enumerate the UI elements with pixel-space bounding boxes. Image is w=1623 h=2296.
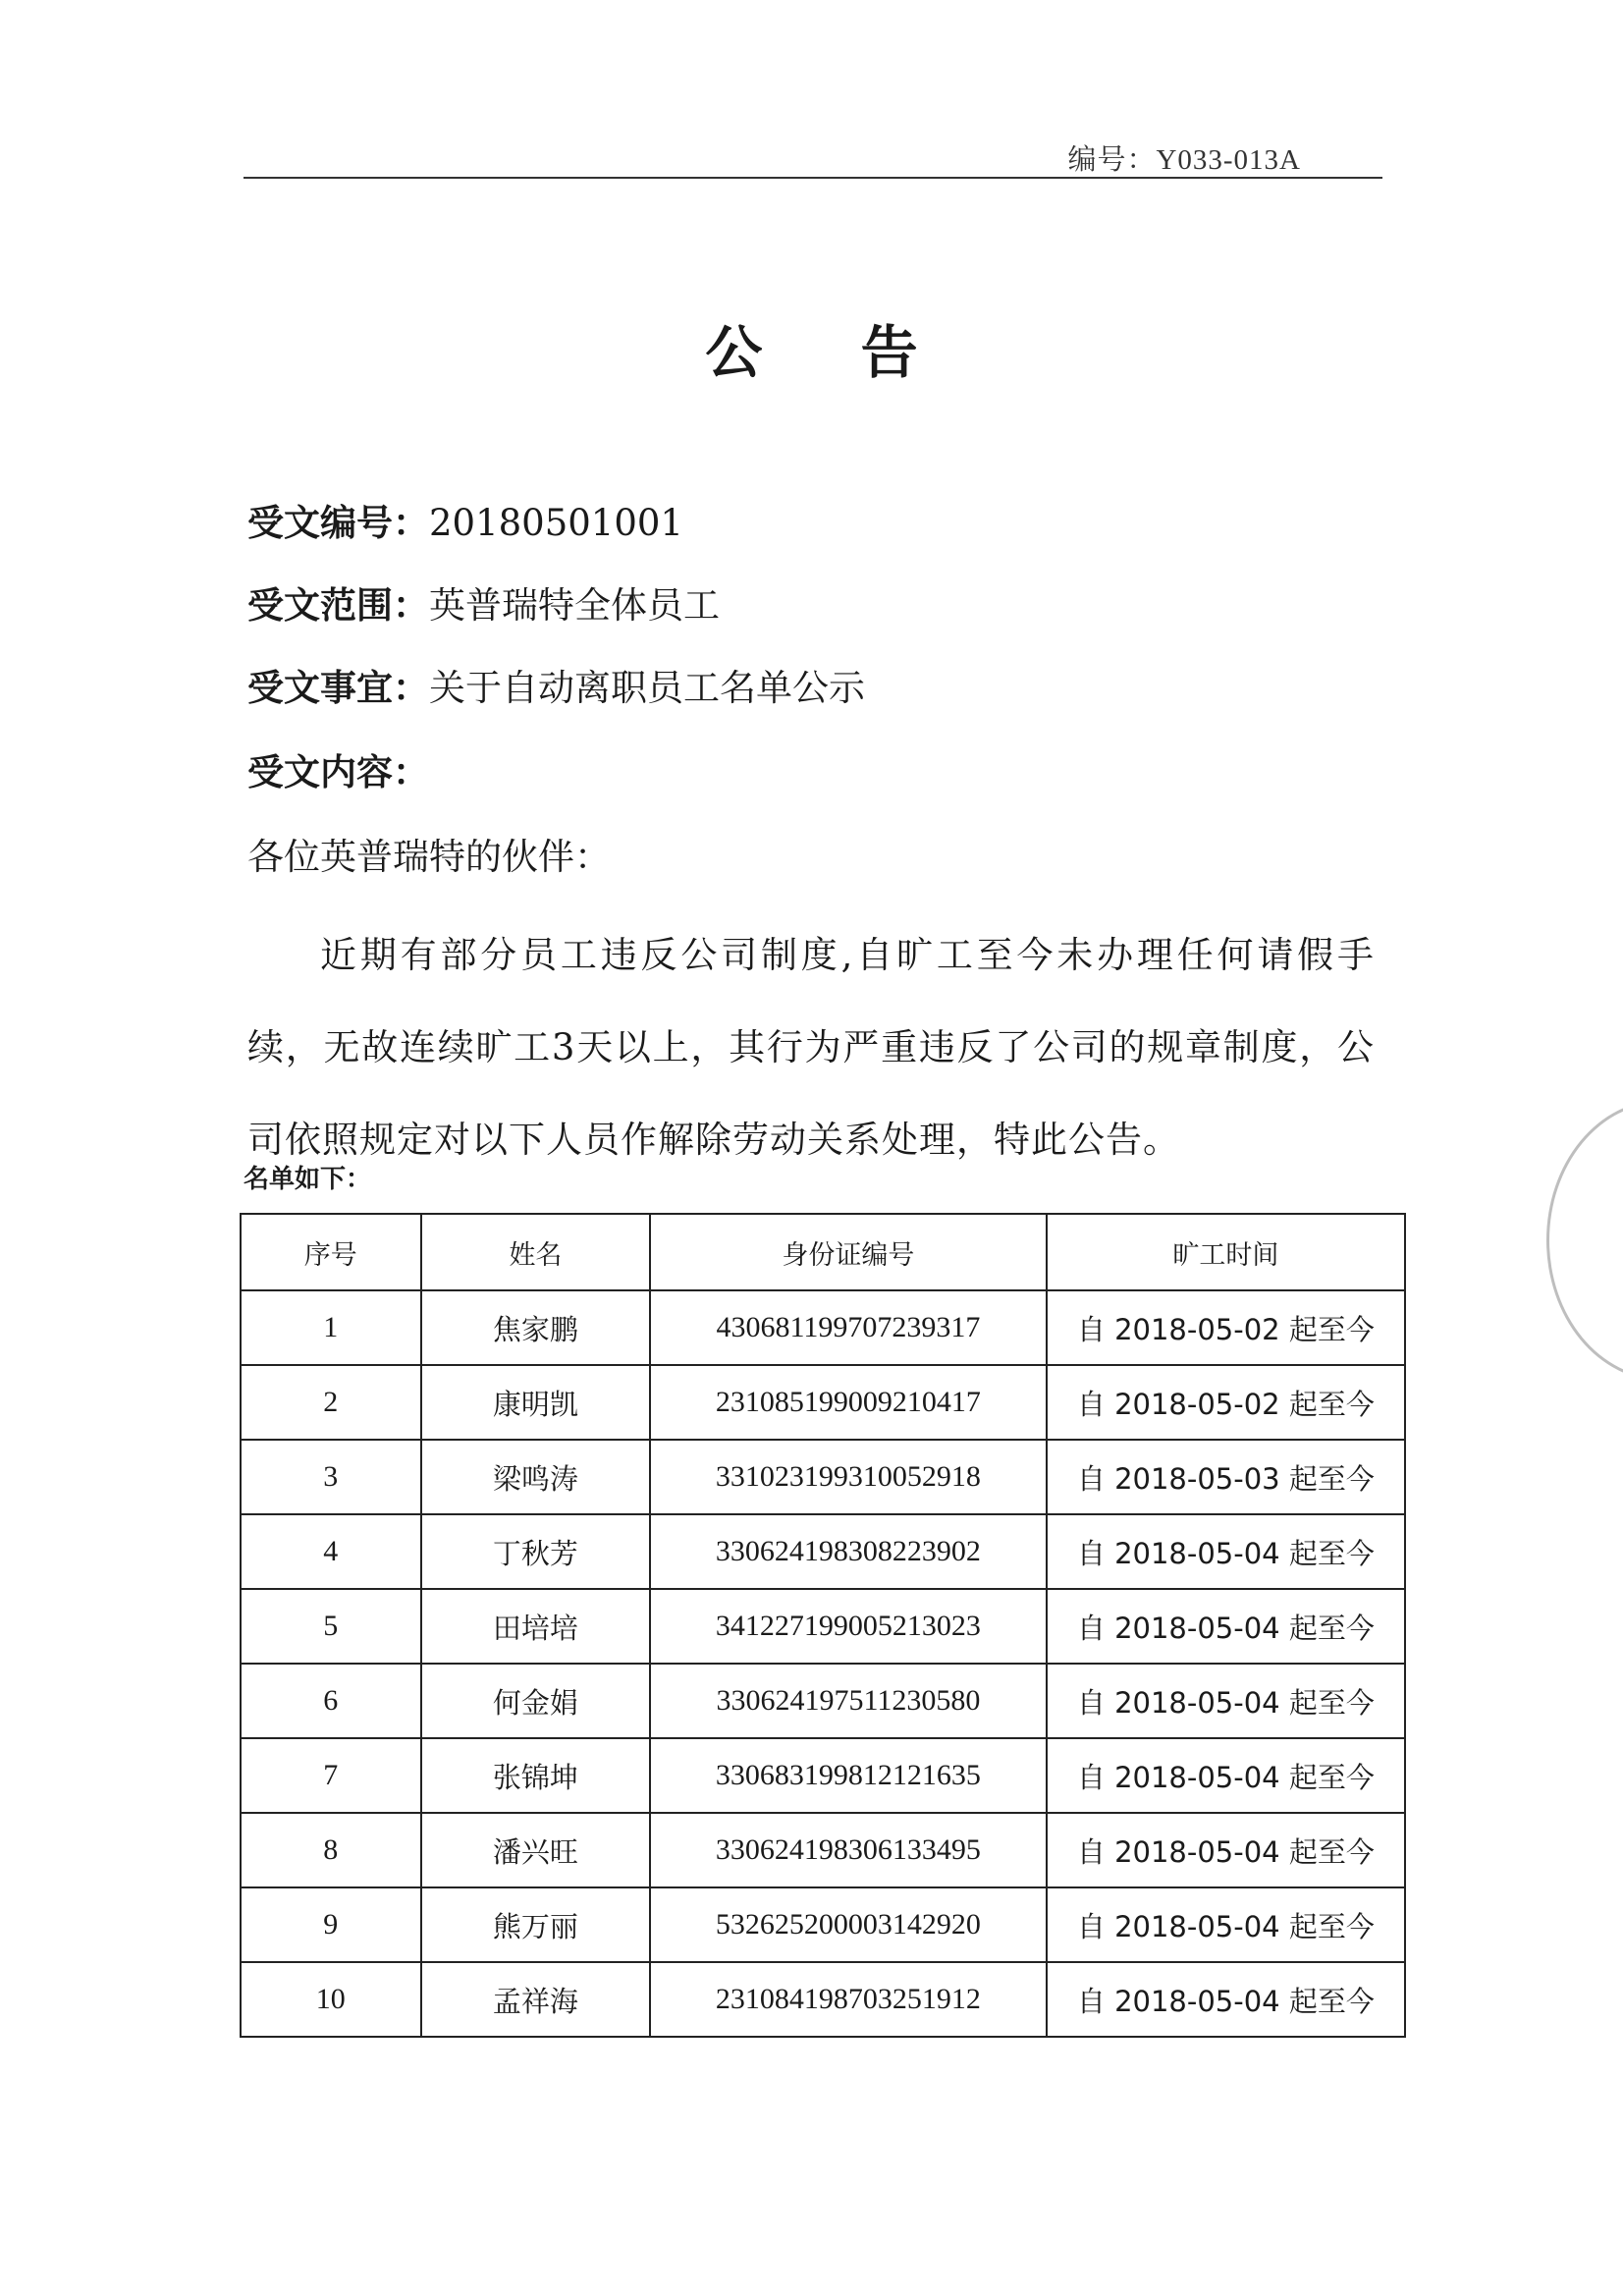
header-period: 旷工时间 <box>1047 1214 1405 1290</box>
cell-id: 331023199310052918 <box>650 1440 1047 1514</box>
employee-table <box>240 1213 1406 2038</box>
cell-name: 张锦坤 <box>421 1738 650 1813</box>
cell-period: 自 2018-05-04 起至今 <box>1047 1664 1405 1738</box>
cell-name: 丁秋芳 <box>421 1514 650 1589</box>
table-row <box>241 1962 1405 2037</box>
cell-period: 自 2018-05-03 起至今 <box>1047 1440 1405 1514</box>
field-label: 受文事宜： <box>247 667 429 709</box>
cell-name: 焦家鹏 <box>421 1290 650 1365</box>
cell-period: 自 2018-05-04 起至今 <box>1047 1738 1405 1813</box>
cell-seq: 2 <box>241 1365 421 1440</box>
field-subject <box>247 658 865 711</box>
cell-seq: 7 <box>241 1738 421 1813</box>
cell-period: 自 2018-05-04 起至今 <box>1047 1962 1405 2037</box>
cell-id: 341227199005213023 <box>650 1589 1047 1664</box>
greeting: 各位英普瑞特的伙伴： <box>247 836 611 878</box>
field-label: 受文编号： <box>247 502 429 544</box>
cell-seq: 3 <box>241 1440 421 1514</box>
header-seq: 序号 <box>241 1214 421 1290</box>
cell-id: 231084198703251912 <box>650 1962 1047 2037</box>
field-scope <box>247 575 720 629</box>
cell-seq: 8 <box>241 1813 421 1887</box>
company-seal-stamp <box>1546 1100 1623 1381</box>
cell-period: 自 2018-05-02 起至今 <box>1047 1290 1405 1365</box>
field-doc-code <box>247 493 683 546</box>
cell-seq: 10 <box>241 1962 421 2037</box>
cell-period: 自 2018-05-04 起至今 <box>1047 1589 1405 1664</box>
cell-id: 430681199707239317 <box>650 1290 1047 1365</box>
field-label: 受文范围： <box>247 584 429 627</box>
document-number: 编号：Y033-013A <box>1067 144 1301 176</box>
table-row <box>241 1664 1405 1738</box>
cell-seq: 6 <box>241 1664 421 1738</box>
header-id: 身份证编号 <box>650 1214 1047 1290</box>
table-row <box>241 1514 1405 1589</box>
page-title: 公 告 <box>705 319 957 386</box>
cell-name: 梁鸣涛 <box>421 1440 650 1514</box>
header-divider <box>243 177 1382 179</box>
notice-body: 近期有部分员工违反公司制度,自旷工至今未办理任何请假手续，无故连续旷工3天以上，其行为严重违反了公司的规章制度，公司依照规定对以下人员作解除劳动关系处理，特此公告。 <box>247 934 1375 1161</box>
cell-id: 330624198308223902 <box>650 1514 1047 1589</box>
table-row <box>241 1365 1405 1440</box>
table-row <box>241 1813 1405 1887</box>
cell-period: 自 2018-05-04 起至今 <box>1047 1813 1405 1887</box>
cell-id: 330624198306133495 <box>650 1813 1047 1887</box>
cell-id: 532625200003142920 <box>650 1887 1047 1962</box>
list-title: 名单如下： <box>243 1165 372 1194</box>
cell-seq: 9 <box>241 1887 421 1962</box>
field-label: 受文内容： <box>247 751 429 793</box>
field-value: 英普瑞特全体员工 <box>429 584 720 627</box>
table-row <box>241 1290 1405 1365</box>
cell-period: 自 2018-05-02 起至今 <box>1047 1365 1405 1440</box>
cell-period: 自 2018-05-04 起至今 <box>1047 1887 1405 1962</box>
cell-name: 熊万丽 <box>421 1887 650 1962</box>
cell-seq: 5 <box>241 1589 421 1664</box>
cell-id: 330624197511230580 <box>650 1664 1047 1738</box>
field-value: 关于自动离职员工名单公示 <box>429 667 865 709</box>
cell-id: 330683199812121635 <box>650 1738 1047 1813</box>
cell-name: 田培培 <box>421 1589 650 1664</box>
field-content <box>247 742 429 795</box>
table-row <box>241 1589 1405 1664</box>
field-value: 20180501001 <box>429 502 683 544</box>
cell-name: 孟祥海 <box>421 1962 650 2037</box>
table-row <box>241 1887 1405 1962</box>
table-row <box>241 1738 1405 1813</box>
cell-seq: 4 <box>241 1514 421 1589</box>
cell-name: 康明凯 <box>421 1365 650 1440</box>
header-name: 姓名 <box>421 1214 650 1290</box>
cell-name: 潘兴旺 <box>421 1813 650 1887</box>
table-header-row <box>241 1214 1405 1290</box>
cell-name: 何金娟 <box>421 1664 650 1738</box>
cell-period: 自 2018-05-04 起至今 <box>1047 1514 1405 1589</box>
cell-seq: 1 <box>241 1290 421 1365</box>
table-row <box>241 1440 1405 1514</box>
cell-id: 231085199009210417 <box>650 1365 1047 1440</box>
